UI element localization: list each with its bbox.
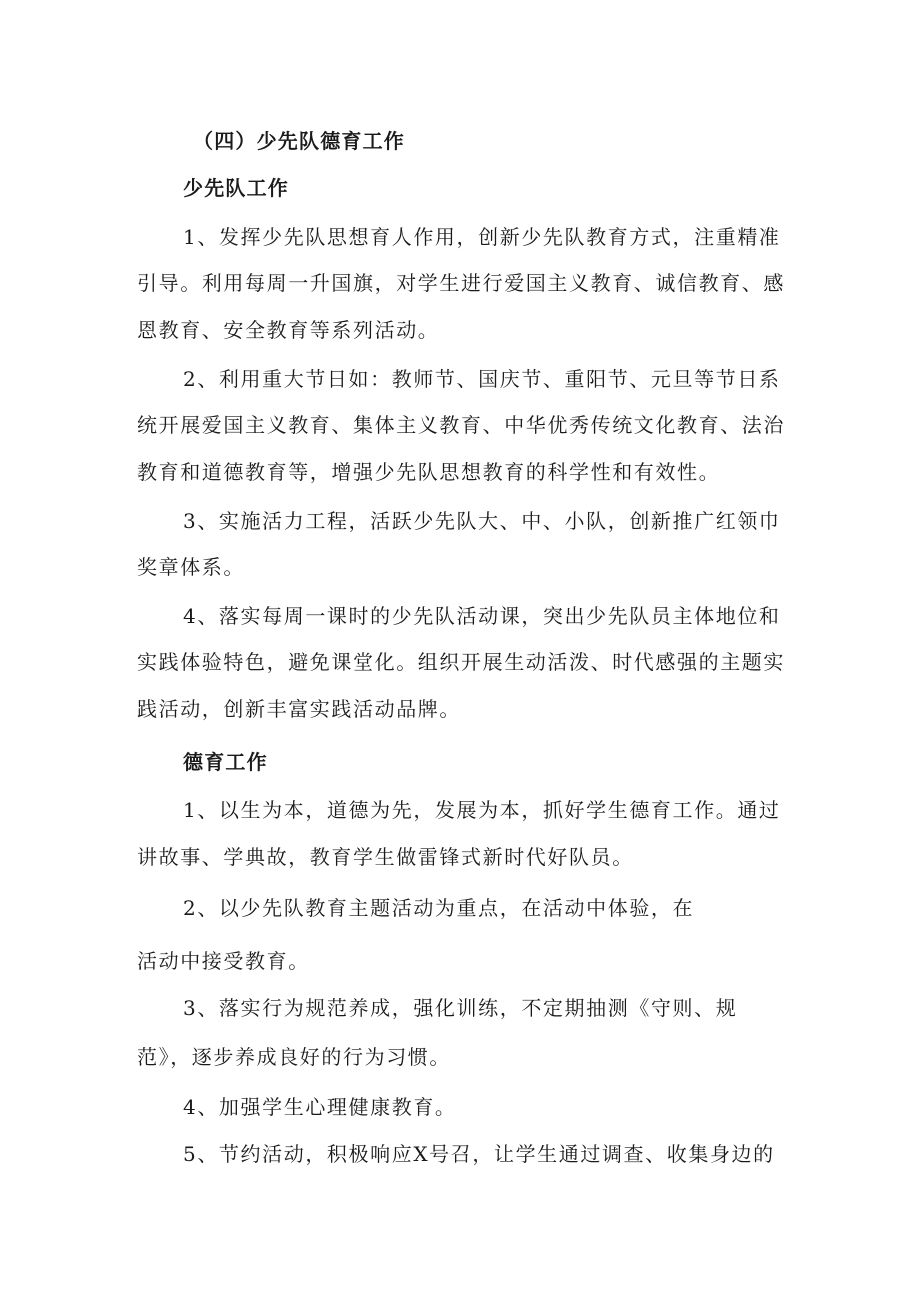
paragraph-line: 3、落实行为规范养成，强化训练，不定期抽测《守则、规 (183, 996, 738, 1020)
paragraph-line: 统开展爱国主义教育、集体主义教育、中华优秀传统文化教育、法治 (137, 413, 785, 437)
paragraph-line: 3、实施活力工程，活跃少先队大、中、小队，创新推广红领巾 (183, 509, 781, 533)
paragraph-line: 1、发挥少先队思想育人作用，创新少先队教育方式，注重精准 (183, 225, 781, 249)
subsection-heading-moral-education: 德育工作 (183, 750, 268, 774)
paragraph-line: 教育和道德教育等，增强少先队思想教育的科学性和有效性。 (137, 460, 721, 484)
paragraph-line: 2、利用重大节日如：教师节、国庆节、重阳节、元旦等节日系 (183, 367, 781, 391)
paragraph-line: 范》，逐步养成良好的行为习惯。 (137, 1045, 451, 1069)
paragraph-line: 1、以生为本，道德为先，发展为本，抓好学生德育工作。通过 (183, 798, 781, 822)
paragraph-line: 5、节约活动，积极响应X号召，让学生通过调查、收集身边的 (183, 1142, 775, 1166)
paragraph-line: 引导。利用每周一升国旗，对学生进行爱国主义教育、诚信教育、感 (137, 271, 785, 295)
paragraph-line: 实践体验特色，避免课堂化。组织开展生动活泼、时代感强的主题实 (137, 650, 785, 674)
paragraph-line: 4、落实每周一课时的少先队活动课，突出少先队员主体地位和 (183, 604, 781, 628)
paragraph-line: 践活动，创新丰富实践活动品牌。 (137, 697, 461, 721)
subsection-heading-pioneers: 少先队工作 (183, 176, 289, 200)
paragraph-line: 活动中接受教育。 (137, 949, 310, 973)
paragraph-line: 讲故事、学典故，教育学生做雷锋式新时代好队员。 (137, 845, 634, 869)
paragraph-line: 恩教育、安全教育等系列活动。 (137, 318, 440, 342)
section-title: （四）少先队德育工作 (193, 129, 405, 153)
paragraph-line: 4、加强学生心理健康教育。 (183, 1095, 457, 1119)
paragraph-line: 奖章体系。 (137, 555, 245, 579)
paragraph-line: 2、以少先队教育主题活动为重点，在活动中体验，在 (183, 896, 695, 920)
